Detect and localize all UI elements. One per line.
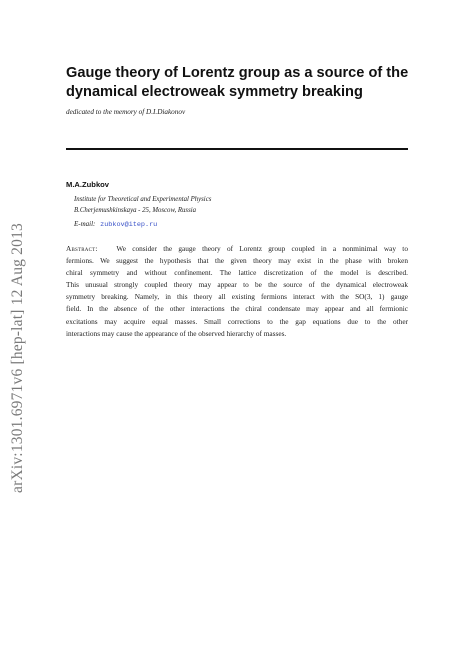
abstract-text-1: We consider the gauge theory of Lorentz group coupled in a nonminimal way to xyxy=(116,244,408,253)
abstract-line-8: interactions may cause the appearance of the observed hierarchy of masses. xyxy=(66,328,287,338)
abstract-line-7: excitations may acquire equal masses. Small corrections to the gap equations due to the other xyxy=(66,316,408,326)
email-link[interactable]: zubkov@itep.ru xyxy=(100,221,158,229)
email-label: E-mail: xyxy=(74,220,96,228)
dedication: dedicated to the memory of D.I.Diakonov xyxy=(66,108,186,116)
paper-title xyxy=(66,64,426,102)
author-name: M.A.Zubkov xyxy=(66,180,110,189)
abstract-line-4: This unusual strongly coupled theory may appear to be the source of the dynamical electroweak xyxy=(66,280,408,290)
arxiv-stamp xyxy=(4,208,32,508)
email-line xyxy=(74,220,157,229)
abstract-line-1 xyxy=(66,243,408,255)
affiliation-line-1: Institute for Theoretical and Experimental Physics xyxy=(74,196,212,203)
abstract-label: Abstract: xyxy=(66,244,98,253)
affiliation xyxy=(74,195,211,216)
abstract xyxy=(66,243,408,340)
title-line-1: Gauge theory of Lorentz group as a source of the xyxy=(66,65,409,81)
title-line-2: dynamical electroweak symmetry breaking xyxy=(66,84,363,100)
abstract-line-3: chiral symmetry and without confinement. The lattice discretization of the model is described. xyxy=(66,268,408,278)
abstract-line-2: fermions. We suggest the hypothesis that the given theory may exist in the phase with broken xyxy=(66,256,408,266)
abstract-line-6: field. In the absence of the other interactions the chiral condensate may appear and all fermionic xyxy=(66,304,408,314)
affiliation-line-2: B.Cherjemushkinskaya - 25, Moscow, Russia xyxy=(74,206,197,214)
title-rule xyxy=(66,148,408,150)
arxiv-identifier: arXiv:1301.6971v6 [hep-lat] 12 Aug 2013 xyxy=(9,223,26,493)
abstract-line-5: symmetry breaking. Namely, in this theory all existing fermions interact with the SO(3, 1) gauge xyxy=(66,292,408,302)
